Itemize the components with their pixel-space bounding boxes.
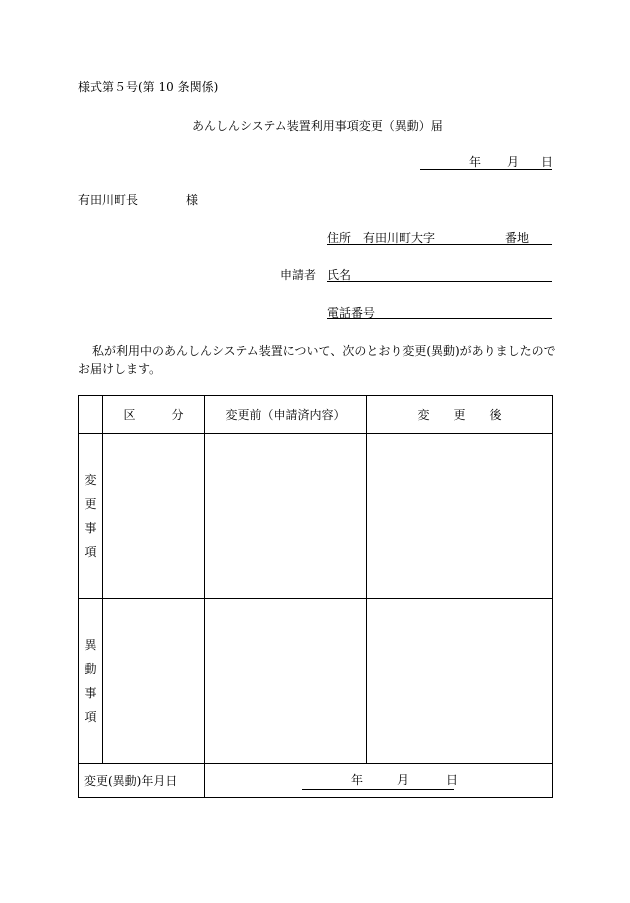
phone-label: 電話番号 [327, 306, 376, 320]
row-label-char: 項 [84, 545, 97, 559]
change-after-cell[interactable] [367, 434, 553, 599]
table-row-date [79, 764, 553, 798]
header-after: 変 更 後 [367, 396, 553, 434]
row-label-char: 動 [84, 662, 97, 676]
body-text-line2: お届けします。 [78, 362, 162, 376]
body-text-line1: 私が利用中のあんしんシステム装置について、次のとおり変更(異動)がありましたので [92, 344, 556, 358]
row-label-char: 事 [84, 521, 97, 535]
table-date-day: 日 [446, 773, 459, 787]
row-label-char: 項 [84, 710, 97, 724]
change-table [78, 395, 553, 798]
name-label: 氏名 [327, 268, 352, 282]
date-label-cell: 変更(異動)年月日 [79, 764, 205, 798]
form-number: 様式第５号(第 10 条関係) [78, 80, 219, 94]
change-category-cell[interactable] [103, 434, 205, 599]
date-value-line [302, 773, 454, 790]
table-header-row [79, 396, 553, 434]
transfer-category-cell[interactable] [103, 599, 205, 764]
change-before-cell[interactable] [205, 434, 367, 599]
address-label: 住所 [327, 231, 352, 245]
row-label-change [79, 434, 103, 599]
addressee-honorific: 様 [186, 193, 199, 207]
header-blank [79, 396, 103, 434]
date-day: 日 [541, 155, 554, 169]
transfer-before-cell[interactable] [205, 599, 367, 764]
date-month: 月 [507, 155, 520, 169]
table-date-month: 月 [397, 773, 410, 787]
addressee-mayor: 有田川町長 [78, 193, 139, 207]
row-label-char: 変 [84, 473, 97, 487]
header-category: 区 分 [103, 396, 205, 434]
transfer-after-cell[interactable] [367, 599, 553, 764]
date-year: 年 [469, 155, 482, 169]
address-prefix: 有田川町大字 [363, 231, 436, 245]
row-label-char: 更 [84, 497, 97, 511]
address-suffix: 番地 [505, 231, 530, 245]
row-label-char: 異 [84, 638, 97, 652]
row-label-transfer [79, 599, 103, 764]
table-row-change [79, 434, 553, 599]
row-label-char: 事 [84, 686, 97, 700]
table-row-transfer [79, 599, 553, 764]
applicant-label: 申請者 [280, 268, 317, 282]
form-title: あんしんシステム装置利用事項変更（異動）届 [192, 119, 443, 133]
table-date-year: 年 [351, 773, 364, 787]
date-value-cell[interactable] [205, 764, 553, 798]
header-before: 変更前（申請済内容） [205, 396, 367, 434]
